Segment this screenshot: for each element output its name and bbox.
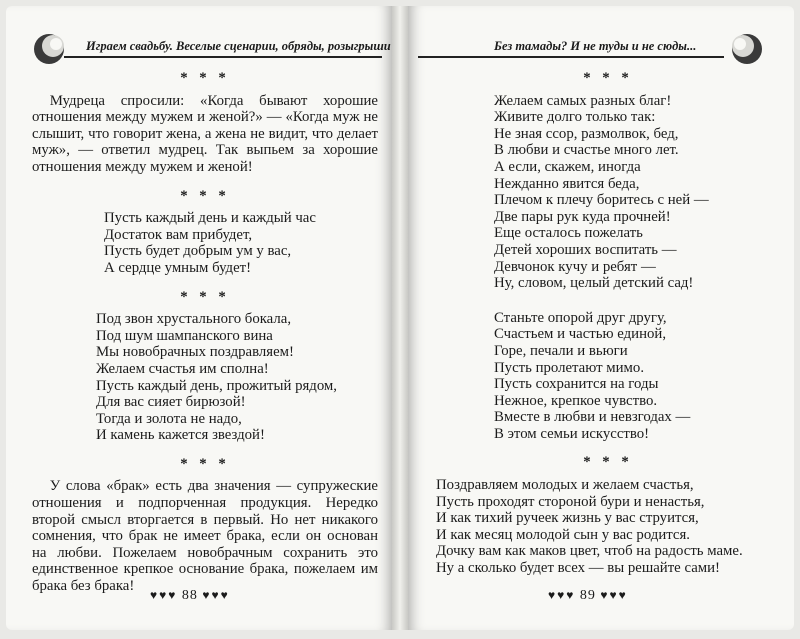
poem-line: Станьте опорой друг другу, — [494, 309, 667, 326]
poem-line: В этом семьи искусство! — [494, 425, 650, 442]
poem-line: Еще осталось пожелать — [494, 225, 643, 242]
poem-line: Плечом к плечу боритесь с ней — — [494, 192, 709, 209]
poem — [32, 210, 378, 276]
poem-line: Детей хороших воспитать — — [494, 241, 677, 258]
poem-line: Дочку вам как маков цвет, чтоб на радость маме. — [436, 543, 743, 560]
poem-line: Пусть проходят стороной бури и ненастья, — [436, 493, 705, 510]
page-number-value: 88 — [181, 588, 198, 603]
section-separator: * * * — [583, 70, 633, 86]
poem-line: Тогда и золота не надо, — [96, 410, 242, 427]
hearts-icon: ♥♥♥ — [150, 588, 178, 602]
poem-line: А если, скажем, иногда — [494, 158, 641, 175]
poem-line: Вместе в любви и невзгодах — — [494, 409, 691, 426]
poem-line: Две пары рук куда прочней! — [494, 208, 671, 225]
section-separator: * * * — [180, 70, 230, 86]
poem — [32, 311, 378, 444]
running-head: Без тамады? И не туды и не сюды... — [418, 34, 724, 58]
right-page — [408, 6, 794, 630]
poem-line: Пусть каждый день, прожитый рядом, — [96, 377, 337, 394]
poem-line: И как месяц молодой сын у вас родится. — [436, 526, 690, 543]
poem-line: А сердце умным будет! — [104, 259, 252, 276]
poem-line: Под шум шампанского вина — [96, 327, 273, 344]
poem-line: Пусть сохранится на годы — [494, 376, 659, 393]
poem-line: И как тихий ручеек жизнь у вас струится, — [436, 510, 699, 527]
page-number-value: 89 — [579, 588, 596, 603]
prose-paragraph: Мудреца спросили: «Когда бывают хорошие отношения между мужем и женой?» — «Когда муж не слышит, что говорит жена, а жена не видит, что делает муж», — ответил мудрец. Так выпьем за хорошие отношения между мужем и женой! — [32, 92, 378, 175]
hearts-icon: ♥♥♥ — [548, 588, 576, 602]
poem — [436, 310, 780, 443]
book-gutter — [392, 6, 408, 630]
running-head: Играем свадьбу. Веселые сценарии, обряды, розыгрыши — [64, 34, 382, 58]
poem-line: Ну а сколько будет всех — вы решайте сами! — [436, 560, 720, 577]
poem-line: Девчонок кучу и ребят — — [494, 258, 656, 275]
moon-ornament-icon — [32, 32, 66, 66]
poem-line: Пусть пролетают мимо. — [494, 359, 645, 376]
poem-line: Пусть будет добрым ум у вас, — [104, 243, 292, 260]
poem-line: Под звон хрустального бокала, — [96, 311, 292, 328]
poem-line: Счастьем и частью единой, — [494, 326, 667, 343]
poem-line: Желаем счастья им сполна! — [96, 360, 269, 377]
page-number — [548, 588, 628, 604]
poem-line: Живите долго только так: — [494, 109, 656, 126]
right-page-content — [436, 70, 780, 577]
poem-line: Горе, печали и вьюги — [494, 342, 628, 359]
poem-line: Для вас сияет бирюзой! — [96, 394, 246, 411]
prose-paragraph: У слова «брак» есть два значения — супружеские отношения и подпорченная продукция. Нередко второй смысл вторгается в первый. Но нет никакого сомнения, что брак не имеет брака, если он основан на любви. Пожелаем новобрачным сохранить это единственное крепкое основание брака, пожелаем им брака без брака! — [32, 478, 378, 595]
poem-line: И камень кажется звездой! — [96, 427, 265, 444]
section-separator: * * * — [180, 288, 230, 305]
section-separator: * * * — [180, 187, 230, 204]
left-page — [6, 6, 392, 630]
moon-ornament-icon — [730, 32, 764, 66]
poem-line: Пусть каждый день и каждый час — [104, 210, 316, 227]
poem — [436, 93, 780, 292]
poem-line: Достаток вам прибудет, — [104, 226, 253, 243]
poem-line: Желаем самых разных благ! — [494, 92, 672, 109]
poem — [436, 477, 780, 577]
poem-line: Нежданно явится беда, — [494, 175, 640, 192]
poem-line: Не зная ссор, размолвок, бед, — [494, 125, 679, 142]
left-page-content — [32, 70, 378, 595]
poem-line: Ну, словом, целый детский сад! — [494, 275, 694, 292]
page-number — [150, 588, 230, 604]
poem-line: Нежное, крепкое чувство. — [494, 392, 658, 409]
poem-line: Мы новобрачных поздравляем! — [96, 344, 294, 361]
section-separator: * * * — [583, 454, 633, 471]
poem-line: В любви и счастье много лет. — [494, 142, 679, 159]
section-separator: * * * — [180, 455, 230, 472]
hearts-icon: ♥♥♥ — [202, 588, 230, 602]
hearts-icon: ♥♥♥ — [600, 588, 628, 602]
poem-line: Поздравляем молодых и желаем счастья, — [436, 477, 694, 494]
